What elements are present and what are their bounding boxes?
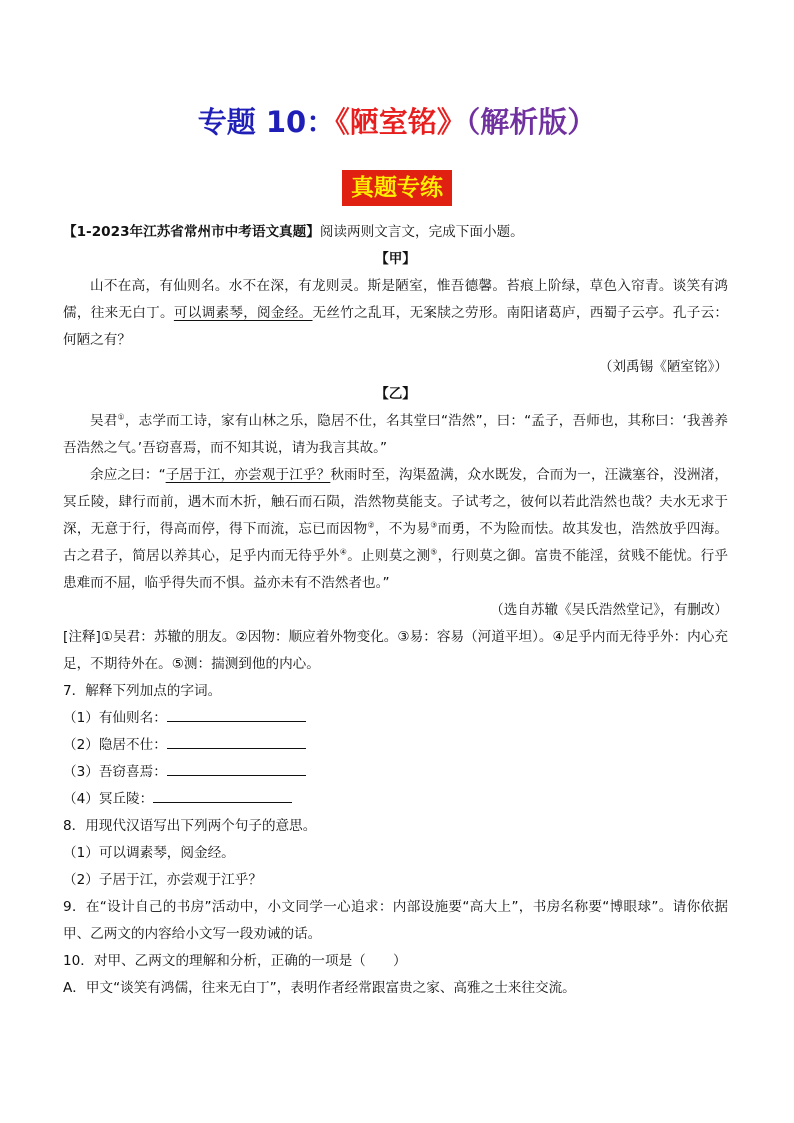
intro-instruction: 阅读两则文言文，完成下面小题。: [319, 224, 524, 240]
question-10-option-a: A．甲文“谈笑有鸿儒，往来无白丁”，表明作者经常跟富贵之家、高雅之士来往交流。: [63, 980, 576, 996]
yi-text: 而勇，不为险而怯。故其发也，浩然放乎四海。古之君子，简居以养其心，足乎内而无待乎外: [63, 521, 729, 564]
passage-yi-paragraph-1: [63, 408, 728, 462]
passage-jia-source: （刘禹锡《陋室铭》）: [598, 359, 728, 375]
question-7-item: [63, 786, 728, 813]
yi-text: ，不为易: [374, 521, 431, 537]
yi-text: 余应之曰：“: [90, 467, 166, 483]
intro-source: 【1-2023年江苏省常州市中考语文真题】: [63, 224, 320, 240]
question-7-item-label: （1）有仙则名：: [63, 710, 167, 726]
footnote-marker: ⑤: [430, 547, 438, 557]
jia-underlined-sentence: 可以调素琴，阅金经。: [173, 305, 313, 321]
yi-underlined-sentence: 子居于江，亦尝观于江乎？: [165, 467, 331, 483]
jia-text-b: 无丝竹之乱耳，无案牍之劳形。南阳诸葛庐，西蜀子云亭。孔子云：何陋之有？: [63, 305, 729, 348]
footnote-marker: ④: [339, 547, 348, 557]
title-work: 《陋室铭》: [335, 105, 466, 139]
passage-jia-text: [63, 273, 728, 354]
title-number: 10：: [255, 105, 336, 139]
question-7-stem: 7．解释下列加点的字词。: [63, 683, 222, 699]
annotation-notes: [注释]①吴君：苏辙的朋友。②因物：顺应着外物变化。③易：容易（河道平坦）。④足乎内而无待乎外：内心充足，不期待外在。⑤测：揣测到他的内心。: [63, 629, 728, 672]
yi-text: ，行则莫之御。富贵不能淫，贫贱不能忧。行乎患难而不屈，临乎得失而不惧。益亦未有不浩然者也。”: [63, 548, 729, 591]
intro-line: [63, 219, 728, 246]
footnote-marker: ①: [117, 412, 125, 422]
question-7-item: [63, 705, 728, 732]
passage-jia-heading: 【甲】: [375, 251, 416, 267]
passage-yi-paragraph-2: [63, 462, 728, 597]
yi-text: 吴君: [90, 413, 118, 429]
title-suffix: （解析版）: [465, 105, 597, 139]
footnote-marker: ②: [367, 520, 375, 530]
question-10-stem: 10．对甲、乙两文的理解和分析，正确的一项是（ ）: [63, 953, 407, 969]
answer-blank[interactable]: [167, 706, 306, 722]
question-7-item-label: （3）吾窃喜焉：: [63, 764, 167, 780]
answer-blank[interactable]: [167, 760, 306, 776]
section-banner: 真题专练: [342, 170, 452, 206]
yi-text: 。止则莫之测: [347, 548, 431, 564]
question-7-item-label: （2）隐居不仕：: [63, 737, 167, 753]
passage-yi-heading: 【乙】: [375, 386, 416, 402]
page-title: [0, 104, 794, 140]
jia-text-a: 山不在高，有仙则名。水不在深，有龙则灵。斯是陋室，惟吾德馨。苔痕上阶绿，草色入帘青。谈笑有鸿儒，往来无白丁。: [63, 278, 728, 321]
question-7-item: [63, 732, 728, 759]
yi-text: ，志学而工诗，家有山林之乐，隐居不仕，名其堂曰“浩然”，曰：“孟子，吾师也，其称曰：‘我善养吾浩然之气。’吾窃喜焉，而不知其说，请为我言其故。”: [63, 413, 729, 456]
answer-blank[interactable]: [153, 787, 292, 803]
footnote-marker: ③: [430, 520, 438, 530]
question-7-item: [63, 759, 728, 786]
question-8-stem: 8．用现代汉语写出下列两个句子的意思。: [63, 818, 317, 834]
document-body: [63, 219, 728, 1002]
passage-yi-source: （选自苏辙《吴氏浩然堂记》，有删改）: [490, 602, 728, 618]
title-prefix: 专题: [197, 105, 256, 139]
yi-text: 秋雨时至，沟渠盈满，众水既发，合而为一，汪濊塞谷，没洲渚，冥丘陵，肆行而前，遇木而木折，触石而石陨，浩然物莫能支。子试考之，彼何以若此浩然也哉？夫水无求于深，无意于行，得高而停，得下而流，忘已而因物: [63, 467, 728, 537]
question-8-item: （1）可以调素琴，阅金经。: [63, 845, 235, 861]
answer-blank[interactable]: [167, 733, 306, 749]
question-7-item-label: （4）冥丘陵：: [63, 791, 154, 807]
question-9-stem: 9．在“设计自己的书房”活动中，小文同学一心追求：内部设施要“高大上”，书房名称要“博眼球”。请你依据甲、乙两文的内容给小文写一段劝诫的话。: [63, 899, 728, 942]
question-8-item: （2）子居于江，亦尝观于江乎？: [63, 872, 262, 888]
